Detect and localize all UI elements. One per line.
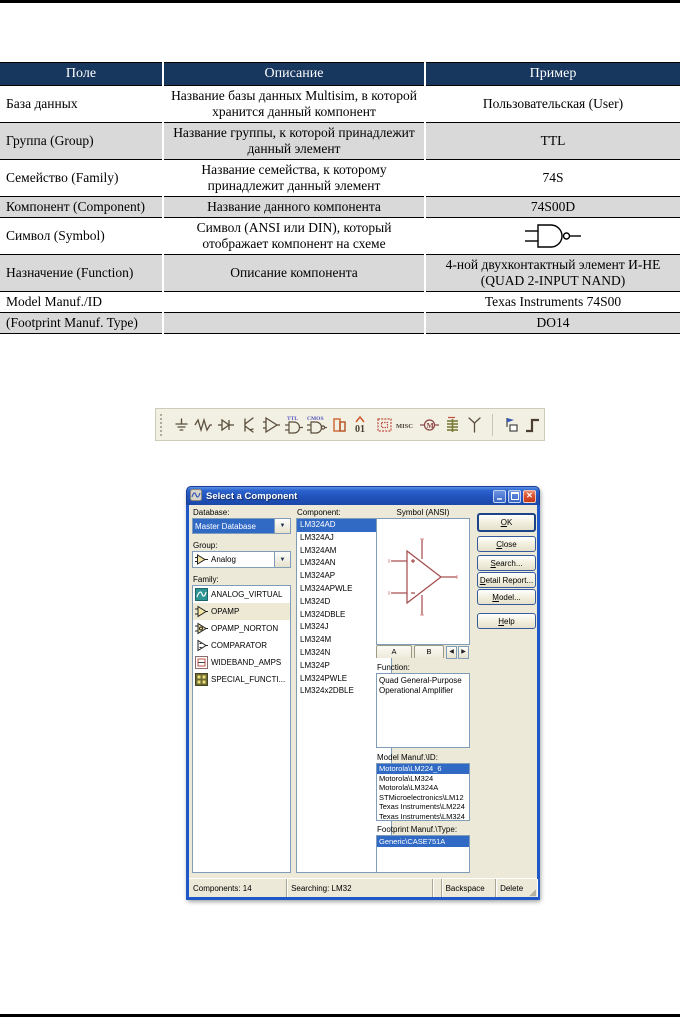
col-header-example: Пример [425, 63, 680, 86]
family-item[interactable] [193, 654, 290, 671]
group-value: Analog [211, 555, 236, 564]
rf-icon[interactable] [463, 412, 486, 438]
component-item[interactable]: LM324PWLE [300, 673, 348, 683]
family-item-label: OPAMP_NORTON [211, 624, 279, 633]
toolbar-grip[interactable] [160, 414, 165, 436]
basic-icon[interactable] [192, 412, 215, 438]
bottom-rule [0, 1014, 680, 1017]
model-manuf-list[interactable] [376, 763, 470, 821]
database-combobox[interactable] [192, 518, 291, 534]
analog-virtual-icon [195, 588, 208, 601]
function-label: Function: [377, 663, 410, 672]
component-item[interactable]: LM324J [300, 622, 329, 632]
family-item[interactable] [193, 637, 290, 654]
table-row [0, 292, 680, 313]
cell-field: (Footprint Manuf. Type) [0, 313, 163, 334]
select-component-dialog [186, 486, 540, 900]
misc-digital-icon[interactable] [328, 412, 351, 438]
symbol-tabs [376, 645, 470, 660]
tab-scroll-left-button[interactable]: ◀ [446, 646, 457, 659]
ladder-icon[interactable] [441, 412, 464, 438]
component-item[interactable]: LM324APWLE [300, 583, 353, 593]
table-row [0, 313, 680, 334]
model-item-selected[interactable]: Motorola\LM224_6 [377, 764, 469, 774]
tab-scroll-right-button[interactable]: ▶ [458, 646, 469, 659]
dialog-body [186, 505, 540, 900]
mixed-icon[interactable] [350, 412, 373, 438]
tab-a[interactable]: A [376, 645, 412, 658]
cell-field: Символ (Symbol) [0, 218, 163, 255]
family-item-label: SPECIAL_FUNCTI... [211, 675, 286, 684]
footprint-item-selected[interactable]: Generic\CASE751A [377, 836, 469, 847]
cell-example: Texas Instruments 74S00 [425, 292, 680, 313]
component-item[interactable]: LM324P [300, 660, 330, 670]
sources-icon[interactable] [170, 412, 193, 438]
search-button[interactable]: Search... [477, 555, 536, 571]
status-components: Components: 14 [189, 879, 287, 897]
group-label: Group: [193, 541, 218, 550]
model-item[interactable]: Motorola\LM324 [379, 773, 434, 783]
cell-example: TTL [425, 123, 680, 160]
cmos-icon[interactable] [305, 412, 328, 438]
component-item[interactable]: LM324AJ [300, 532, 334, 542]
cell-description: Символ (ANSI или DIN), который отображает компонент на схеме [163, 218, 425, 255]
cell-description [163, 292, 425, 313]
ok-button[interactable]: OK [477, 513, 536, 532]
cell-field: Model Manuf./ID [0, 292, 163, 313]
ttl-icon[interactable] [282, 412, 305, 438]
cell-example: 4-ной двухконтактный элемент И-НЕ (QUAD 2-INPUT NAND) [425, 255, 680, 292]
family-list[interactable] [192, 585, 291, 873]
tab-b[interactable]: B [414, 645, 444, 658]
opamp-symbol [377, 519, 469, 644]
component-item[interactable]: LM324N [300, 647, 331, 657]
hierarchical-block-icon[interactable] [499, 412, 522, 438]
resize-grip-icon[interactable]: ◢ [529, 887, 536, 897]
family-item-label: OPAMP [211, 607, 240, 616]
cell-example: 74S00D [425, 197, 680, 218]
symbol-preview [376, 518, 470, 645]
component-item[interactable]: LM324AN [300, 558, 336, 568]
cell-description: Название группы, к которой принадлежит данный элемент [163, 123, 425, 160]
opamp-icon [195, 605, 208, 618]
cell-description: Название данного компонента [163, 197, 425, 218]
database-value: Master Database [193, 519, 274, 533]
chevron-down-icon[interactable]: ▼ [274, 552, 290, 567]
electromechanical-icon[interactable] [418, 412, 441, 438]
table-row-symbol [0, 218, 680, 255]
component-label: Component: [297, 508, 341, 517]
component-item[interactable]: LM324x2DBLE [300, 686, 354, 696]
cell-field: База данных [0, 86, 163, 123]
nand-gate-icon [432, 220, 674, 252]
minimize-button[interactable] [493, 490, 506, 503]
component-item[interactable]: LM324AM [300, 545, 337, 555]
model-item[interactable]: Texas Instruments\LM224 [379, 802, 465, 812]
family-item-label: COMPARATOR [211, 641, 268, 650]
transistor-icon[interactable] [237, 412, 260, 438]
cell-field: Группа (Group) [0, 123, 163, 160]
components-toolbar [155, 408, 545, 441]
component-item[interactable]: LM324DBLE [300, 609, 346, 619]
misc-label: MISC [396, 422, 414, 430]
model-item[interactable]: Motorola\LM324A [379, 783, 439, 793]
status-spacer [433, 879, 442, 897]
family-item[interactable] [193, 671, 290, 688]
motor-label: M [426, 420, 434, 430]
cell-description [163, 313, 425, 334]
bus-icon[interactable] [521, 412, 544, 438]
dialog-statusbar [189, 878, 537, 897]
status-searching: Searching: LM32 [287, 879, 433, 897]
diode-icon[interactable] [215, 412, 238, 438]
mixed-label: 01 [355, 423, 366, 435]
ttl-label: TTL [287, 415, 299, 422]
family-item[interactable] [193, 586, 290, 603]
footprint-manuf-list[interactable] [376, 835, 470, 873]
cell-example-symbol [425, 218, 680, 255]
opamp-norton-icon [195, 622, 208, 635]
dialog-titlebar[interactable] [186, 486, 540, 505]
model-item[interactable]: Texas Instruments\LM324 [379, 811, 465, 821]
table-row [0, 86, 680, 123]
analog-icon[interactable] [260, 412, 283, 438]
family-item-label: ANALOG_VIRTUAL [211, 590, 283, 599]
close-icon[interactable] [523, 490, 536, 503]
group-value-wrap [193, 552, 274, 567]
symbol-label: Symbol (ANSI) [396, 508, 450, 517]
maximize-button[interactable] [508, 490, 521, 503]
table-row [0, 123, 680, 160]
component-item[interactable]: LM324M [300, 635, 332, 645]
dialog-icon [190, 489, 202, 503]
footprint-manuf-label: Footprint Manuf.\Type: [377, 825, 458, 834]
database-label: Database: [193, 508, 230, 517]
help-button[interactable]: Help [477, 613, 536, 629]
wideband-amps-icon [195, 656, 208, 669]
detail-report-button[interactable]: Detail Report... [477, 572, 536, 588]
special-function-icon [195, 673, 208, 686]
status-delete: Delete [496, 879, 537, 897]
table-header-row [0, 63, 680, 86]
component-item[interactable]: LM324AP [300, 571, 336, 581]
col-header-description: Описание [163, 63, 425, 86]
cell-example: 74S [425, 160, 680, 197]
cell-field: Семейство (Family) [0, 160, 163, 197]
cell-example: Пользовательская (User) [425, 86, 680, 123]
cell-field: Компонент (Component) [0, 197, 163, 218]
dialog-title: Select a Component [206, 490, 298, 502]
model-item[interactable]: STMicroelectronics\LM12 [379, 792, 464, 802]
table-row [0, 255, 680, 292]
model-button[interactable]: Model... [477, 589, 536, 605]
cell-description: Название семейства, к которому принадлежит данный элемент [163, 160, 425, 197]
model-manuf-label: Model Manuf.\ID: [377, 753, 438, 762]
cell-description: Название базы данных Multisim, в которой хранится данный компонент [163, 86, 425, 123]
opamp-icon [195, 554, 208, 565]
component-item[interactable]: LM324D [300, 596, 331, 606]
dialog-main [189, 505, 537, 879]
cell-field: Назначение (Function) [0, 255, 163, 292]
table-row [0, 197, 680, 218]
comparator-icon [195, 639, 208, 652]
col-header-field: Поле [0, 63, 163, 86]
family-item[interactable] [193, 620, 290, 637]
cmos-label: CMOS [306, 415, 324, 422]
chevron-down-icon[interactable]: ▼ [274, 519, 290, 533]
family-item-selected[interactable] [193, 603, 290, 620]
misc-icon[interactable] [395, 412, 418, 438]
toolbar-separator [492, 414, 493, 436]
indicators-icon[interactable] [373, 412, 396, 438]
family-label: Family: [193, 575, 219, 584]
cell-description: Описание компонента [163, 255, 425, 292]
component-item-selected[interactable]: LM324AD [297, 519, 391, 532]
close-button[interactable]: Close [477, 536, 536, 552]
family-item-label: WIDEBAND_AMPS [211, 658, 282, 667]
group-combobox[interactable] [192, 551, 291, 568]
cell-example: DO14 [425, 313, 680, 334]
top-rule [0, 0, 680, 3]
component-fields-table [0, 62, 680, 334]
status-backspace: Backspace [442, 879, 497, 897]
function-box: Quad General-Purpose Operational Amplifier [376, 673, 470, 748]
table-row [0, 160, 680, 197]
